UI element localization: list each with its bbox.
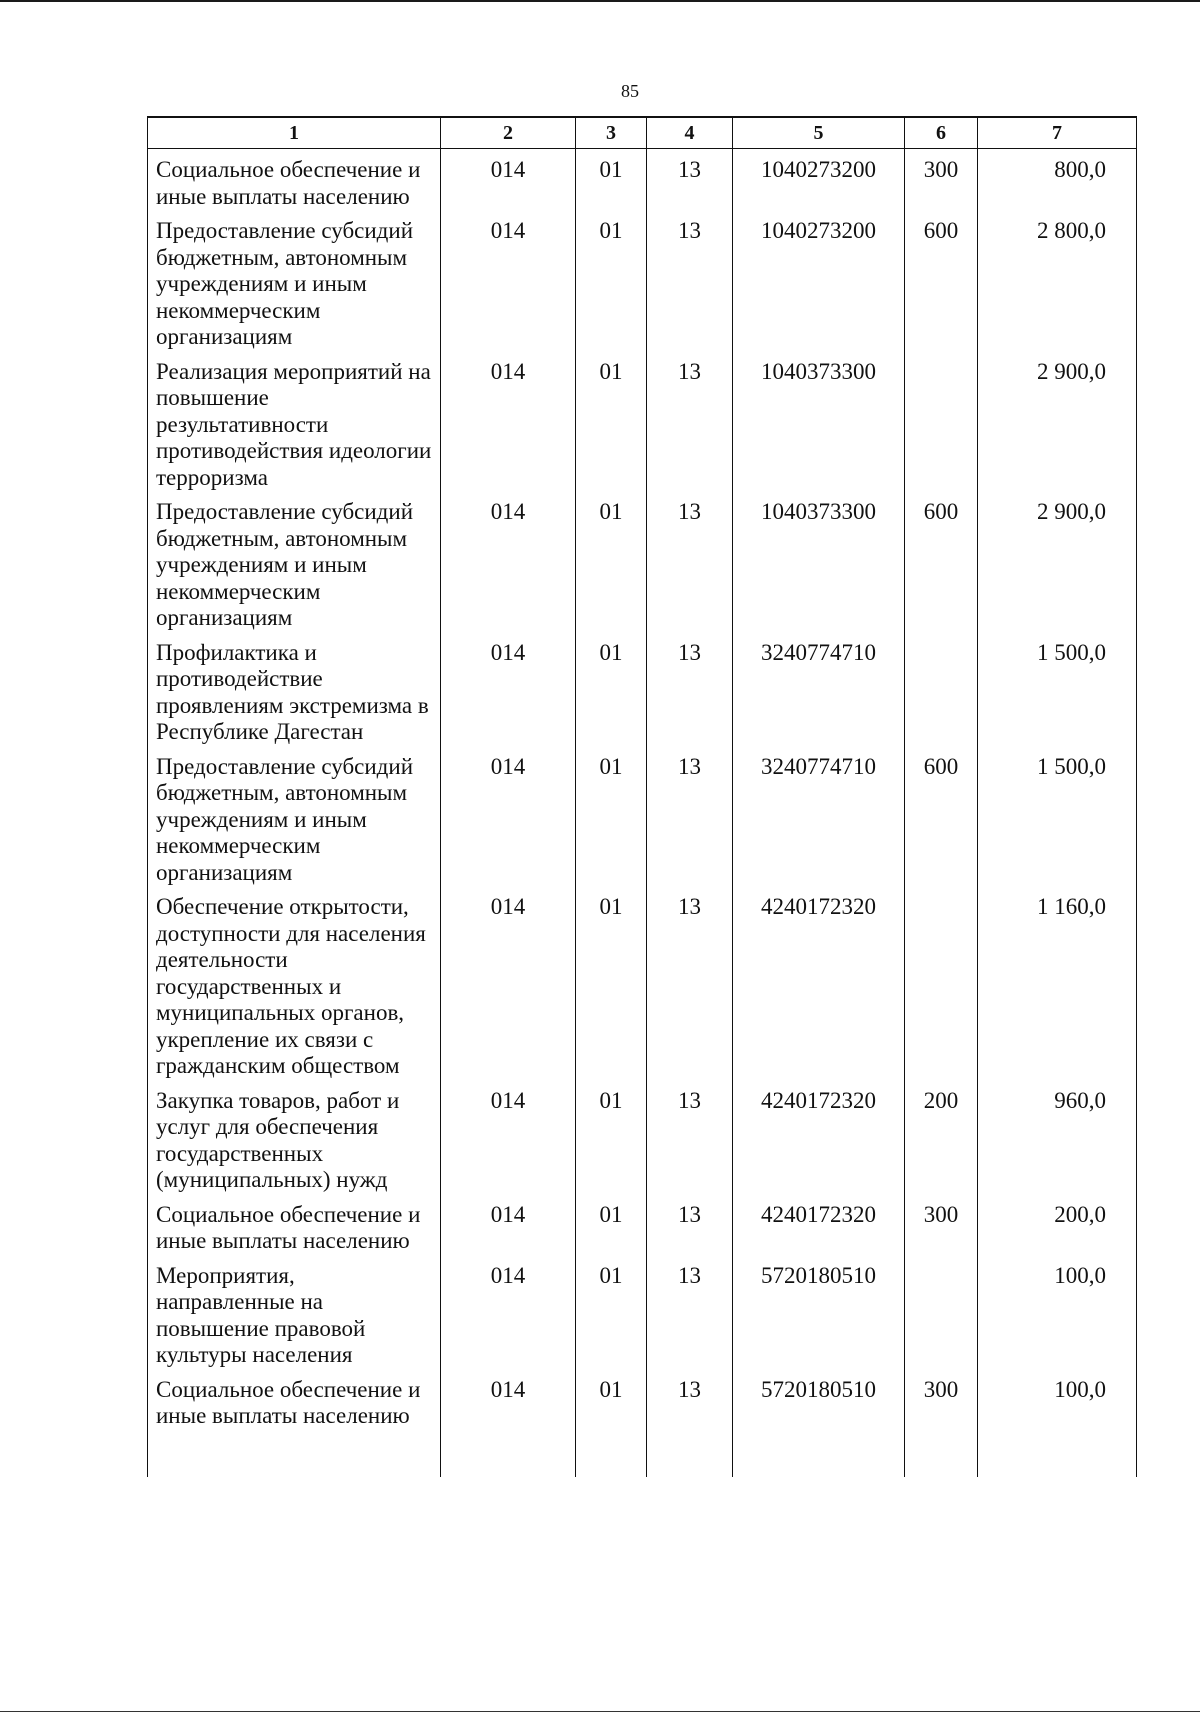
ministry-code: 014: [441, 1369, 576, 1477]
expense-name: Предоставление субсидий бюджетным, автономным учреждениям и иным некоммерческим организациям: [148, 210, 441, 351]
header-col-6: 6: [905, 117, 978, 149]
ministry-code: 014: [441, 1255, 576, 1369]
expense-type-code: 600: [905, 491, 978, 632]
table-row: [148, 1369, 1137, 1477]
section-code: 01: [576, 210, 647, 351]
scan-top-rule: [0, 0, 1200, 2]
table-row: [148, 1194, 1137, 1255]
table-body: [148, 149, 1137, 1477]
amount: 100,0: [978, 1255, 1137, 1369]
expense-name: Социальное обеспечение и иные выплаты населению: [148, 149, 441, 211]
section-code: 01: [576, 886, 647, 1080]
target-item-code: 3240774710: [733, 632, 905, 746]
amount: 1 160,0: [978, 886, 1137, 1080]
expense-type-code: 300: [905, 1369, 978, 1477]
target-item-code: 3240774710: [733, 746, 905, 887]
subsection-code: 13: [647, 1194, 733, 1255]
ministry-code: 014: [441, 351, 576, 492]
table-row: [148, 1255, 1137, 1369]
expense-name: Мероприятия, направленные на повышение правовой культуры населения: [148, 1255, 441, 1369]
ministry-code: 014: [441, 1080, 576, 1194]
ministry-code: 014: [441, 149, 576, 211]
expense-type-code: 300: [905, 149, 978, 211]
header-col-2: 2: [441, 117, 576, 149]
expense-name: Закупка товаров, работ и услуг для обеспечения государственных (муниципальных) нужд: [148, 1080, 441, 1194]
amount: 2 800,0: [978, 210, 1137, 351]
subsection-code: 13: [647, 149, 733, 211]
header-col-1: 1: [148, 117, 441, 149]
expense-name: Обеспечение открытости, доступности для населения деятельности государственных и муниципальных органов, укрепление их связи с гражданским обществом: [148, 886, 441, 1080]
table-row: [148, 210, 1137, 351]
amount: 1 500,0: [978, 632, 1137, 746]
target-item-code: 1040373300: [733, 351, 905, 492]
section-code: 01: [576, 1255, 647, 1369]
section-code: 01: [576, 1194, 647, 1255]
ministry-code: 014: [441, 746, 576, 887]
expense-type-code: [905, 632, 978, 746]
amount: 100,0: [978, 1369, 1137, 1477]
expense-name: Предоставление субсидий бюджетным, автономным учреждениям и иным некоммерческим организациям: [148, 491, 441, 632]
ministry-code: 014: [441, 632, 576, 746]
subsection-code: 13: [647, 1080, 733, 1194]
expense-type-code: 600: [905, 746, 978, 887]
amount: 2 900,0: [978, 351, 1137, 492]
expense-type-code: [905, 1255, 978, 1369]
expense-name: Предоставление субсидий бюджетным, автономным учреждениям и иным некоммерческим организациям: [148, 746, 441, 887]
target-item-code: 1040373300: [733, 491, 905, 632]
target-item-code: 4240172320: [733, 1080, 905, 1194]
section-code: 01: [576, 351, 647, 492]
section-code: 01: [576, 746, 647, 887]
expense-name: Профилактика и противодействие проявлениям экстремизма в Республике Дагестан: [148, 632, 441, 746]
section-code: 01: [576, 632, 647, 746]
header-row: [148, 117, 1137, 149]
target-item-code: 4240172320: [733, 886, 905, 1080]
target-item-code: 1040273200: [733, 149, 905, 211]
subsection-code: 13: [647, 351, 733, 492]
table-row: [148, 491, 1137, 632]
expense-type-code: 300: [905, 1194, 978, 1255]
target-item-code: 1040273200: [733, 210, 905, 351]
subsection-code: 13: [647, 491, 733, 632]
target-item-code: 5720180510: [733, 1255, 905, 1369]
budget-table: [147, 116, 1137, 1477]
amount: 2 900,0: [978, 491, 1137, 632]
ministry-code: 014: [441, 1194, 576, 1255]
target-item-code: 5720180510: [733, 1369, 905, 1477]
header-col-4: 4: [647, 117, 733, 149]
subsection-code: 13: [647, 210, 733, 351]
table-row: [148, 886, 1137, 1080]
table-row: [148, 351, 1137, 492]
header-col-5: 5: [733, 117, 905, 149]
subsection-code: 13: [647, 886, 733, 1080]
table-row: [148, 746, 1137, 887]
section-code: 01: [576, 149, 647, 211]
expense-type-code: [905, 351, 978, 492]
expense-type-code: 200: [905, 1080, 978, 1194]
expense-name: Социальное обеспечение и иные выплаты населению: [148, 1369, 441, 1477]
table-row: [148, 149, 1137, 211]
subsection-code: 13: [647, 746, 733, 887]
amount: 1 500,0: [978, 746, 1137, 887]
amount: 200,0: [978, 1194, 1137, 1255]
ministry-code: 014: [441, 491, 576, 632]
ministry-code: 014: [441, 210, 576, 351]
amount: 960,0: [978, 1080, 1137, 1194]
target-item-code: 4240172320: [733, 1194, 905, 1255]
expense-name: Социальное обеспечение и иные выплаты населению: [148, 1194, 441, 1255]
section-code: 01: [576, 491, 647, 632]
expense-name: Реализация мероприятий на повышение результативности противодействия идеологии терроризма: [148, 351, 441, 492]
subsection-code: 13: [647, 632, 733, 746]
subsection-code: 13: [647, 1369, 733, 1477]
table-row: [148, 632, 1137, 746]
scan-bottom-rule: [0, 1711, 1200, 1712]
amount: 800,0: [978, 149, 1137, 211]
expense-type-code: [905, 886, 978, 1080]
ministry-code: 014: [441, 886, 576, 1080]
section-code: 01: [576, 1080, 647, 1194]
page-number: 85: [621, 81, 639, 101]
header-col-7: 7: [978, 117, 1137, 149]
section-code: 01: [576, 1369, 647, 1477]
table-row: [148, 1080, 1137, 1194]
expense-type-code: 600: [905, 210, 978, 351]
header-col-3: 3: [576, 117, 647, 149]
subsection-code: 13: [647, 1255, 733, 1369]
